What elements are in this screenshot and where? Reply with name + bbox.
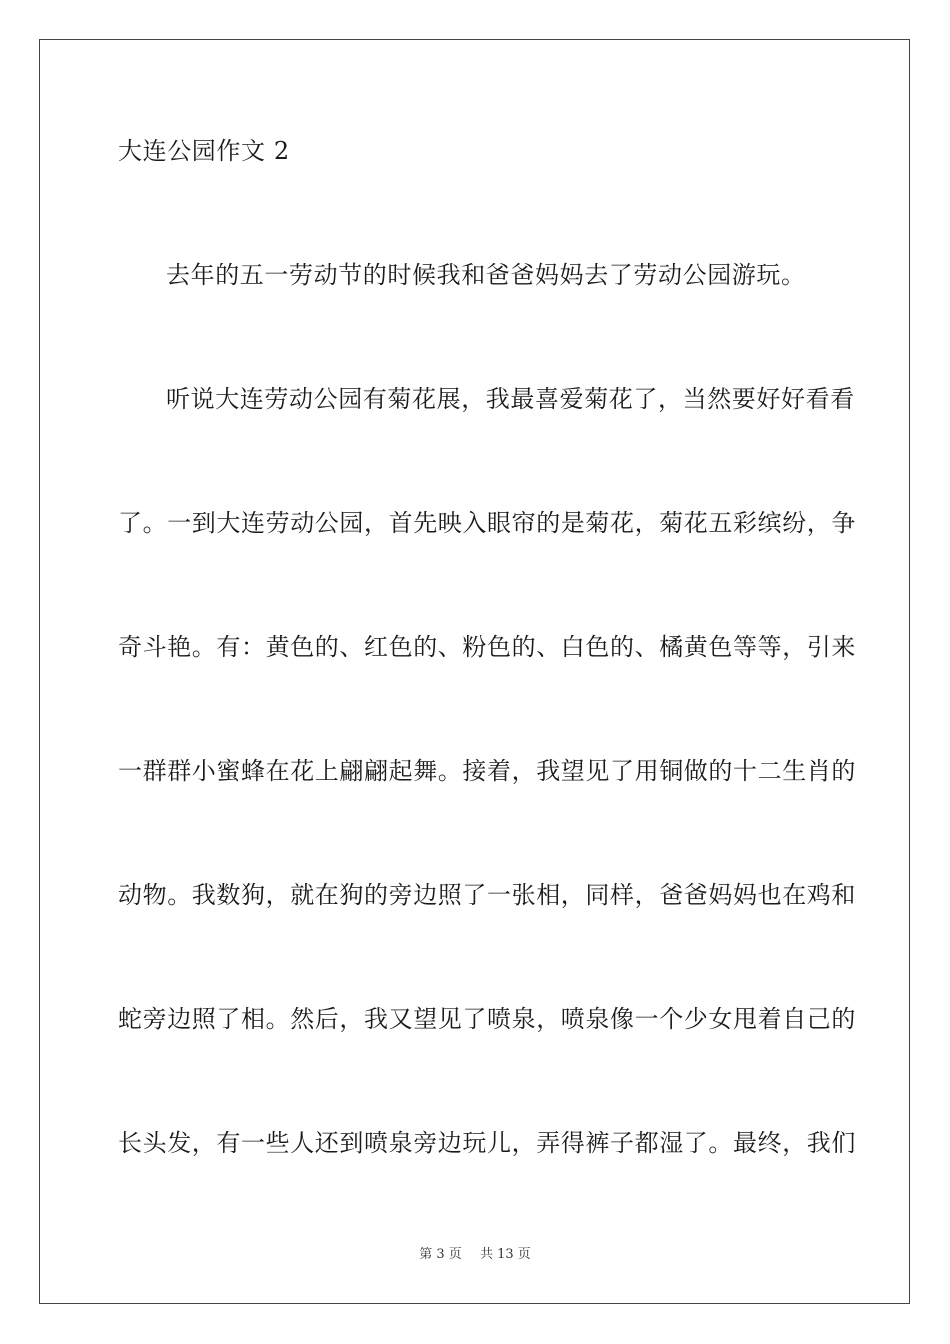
page-border (39, 39, 910, 1304)
paragraph-line-7: 蛇旁边照了相。然后，我又望见了喷泉，喷泉像一个少女甩着自己的 (118, 1005, 856, 1033)
paragraph-line-2: 听说大连劳动公园有菊花展，我最喜爱菊花了，当然要好好看看 (166, 385, 855, 413)
page-footer (0, 1247, 950, 1263)
page-number: 第 3 页 (419, 1247, 462, 1262)
document-title: 大连公园作文 2 (118, 137, 290, 165)
page-total: 共 13 页 (479, 1247, 531, 1262)
paragraph-line-1: 去年的五一劳动节的时候我和爸爸妈妈去了劳动公园游玩。 (166, 261, 806, 289)
paragraph-line-5: 一群群小蜜蜂在花上翩翩起舞。接着，我望见了用铜做的十二生肖的 (118, 757, 856, 785)
paragraph-line-8: 长头发，有一些人还到喷泉旁边玩儿，弄得裤子都湿了。最终，我们 (118, 1129, 856, 1157)
paragraph-line-4: 奇斗艳。有：黄色的、红色的、粉色的、白色的、橘黄色等等，引来 (118, 633, 856, 661)
paragraph-line-3: 了。一到大连劳动公园，首先映入眼帘的是菊花，菊花五彩缤纷，争 (118, 509, 856, 537)
paragraph-line-6: 动物。我数狗，就在狗的旁边照了一张相，同样，爸爸妈妈也在鸡和 (118, 881, 856, 909)
